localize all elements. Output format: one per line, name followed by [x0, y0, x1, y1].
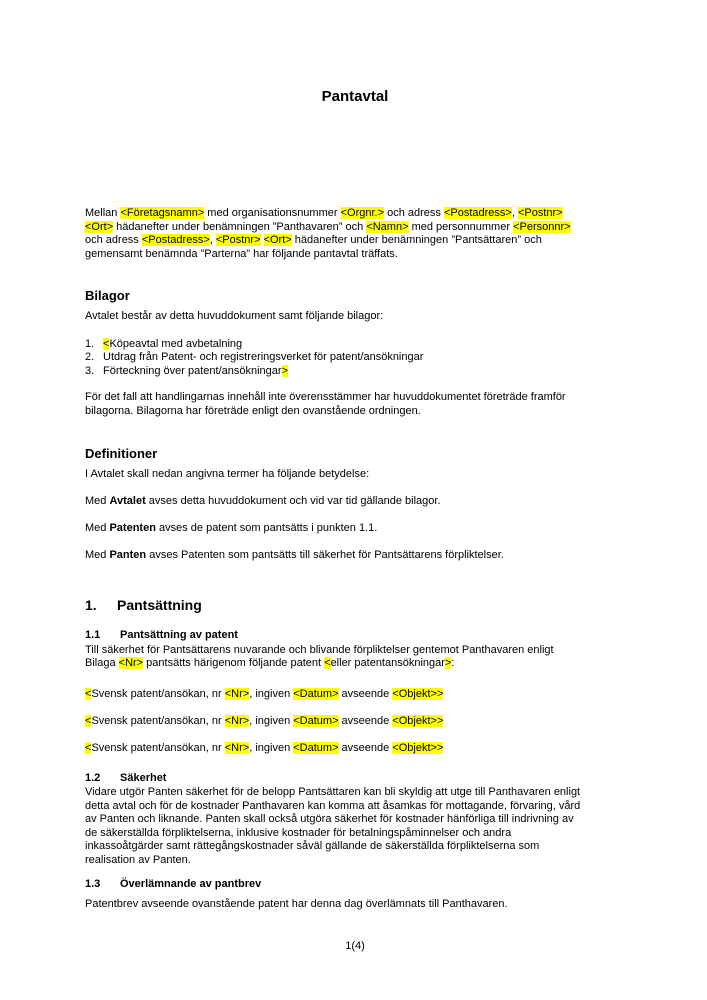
bilagor-lead: Avtalet består av detta huvuddokument samt följande bilagor:: [85, 310, 384, 322]
subsection-number: 1.3: [85, 878, 101, 890]
list-item-number: 3.: [85, 364, 95, 377]
page-title: Pantavtal: [321, 88, 389, 105]
definitioner-lead: I Avtalet skall nedan angivna termer ha följande betydelse:: [85, 468, 370, 480]
section-number: 1.: [85, 596, 97, 613]
subsection-1-1-heading: [85, 628, 625, 642]
subsection-1-2-body: Vidare utgör Panten säkerhet för de belopp Pantsättaren kan bli skyldig att utge till Panthavaren enligt detta avtal och för de kostnader Panthavaren kan komma att åsamkas för mottagande, förvaring, vård av Panten och liknande. Panten skall också utgöra säkerhet för kostnader hänförliga till indrivning av de säkerställda förpliktelserna, inklusive kostnader för betalningspåminnelser och andra inkassoåtgärder samt rättegångskostnader såväl gällande de säkerställda förpliktelserna som realisation av Panten.: [85, 786, 581, 866]
subsection-1-2-heading: [85, 771, 625, 785]
section-title: Pantsättning: [117, 596, 202, 613]
list-item-text: Förteckning över patent/ansökningar>: [103, 364, 288, 377]
subsection-title: Säkerhet: [120, 772, 167, 784]
definitioner-heading: Definitioner: [85, 446, 158, 461]
bilagor-heading: Bilagor: [85, 288, 130, 303]
bilagor-list: [85, 338, 625, 379]
subsection-number: 1.1: [85, 628, 101, 641]
definition-term-panten: Med Panten avses Patenten som pantsätts till säkerhet för Pantsättarens förpliktelser.: [85, 549, 504, 561]
patent-line: <Svensk patent/ansökan, nr <Nr>, ingiven <Datum> avseende <Objekt>>: [85, 714, 444, 727]
subsection-title: Pantsättning av patent: [120, 628, 238, 641]
subsection-1-3-heading: [85, 877, 625, 891]
patent-line: <Svensk patent/ansökan, nr <Nr>, ingiven <Datum> avseende <Objekt>>: [85, 741, 444, 754]
subsection-number: 1.2: [85, 772, 101, 784]
list-item: [85, 365, 625, 379]
subsection-1-3-body: Patentbrev avseende ovanstående patent har denna dag överlämnats till Panthavaren.: [85, 898, 508, 910]
precedence-note: För det fall att handlingarnas innehåll inte överensstämmer har huvuddokumentet företräde framför bilagorna. Bilagorna har företräde enligt den ovanstående ordningen.: [85, 391, 566, 417]
list-item-text: <Köpeavtal med avbetalning: [103, 337, 243, 350]
list-item: [85, 351, 625, 365]
intro-paragraph: Mellan <Företagsnamn> med organisationsnummer <Orgnr.> och adress <Postadress>, <Postnr> <Ort> hädanefter under benämningen ”Panthavaren” och <Namn> med personnummer <Personnr> och adress <Postadress>, <Postnr> <Ort> hädanefter under benämningen ”Pantsättaren” och gemensamt benämnda ”Parterna” har följande pantavtal träffats.: [85, 207, 571, 260]
list-item-number: 2.: [85, 351, 95, 363]
definition-term-patenten: Med Patenten avses de patent som pantsätts i punkten 1.1.: [85, 522, 378, 534]
subsection-title: Överlämnande av pantbrev: [120, 878, 262, 890]
list-item-text: Utdrag från Patent- och registreringsverket för patent/ansökningar: [103, 351, 424, 363]
patent-line: <Svensk patent/ansökan, nr <Nr>, ingiven <Datum> avseende <Objekt>>: [85, 687, 444, 700]
section-1-heading: [85, 596, 625, 614]
definition-term-avtalet: Med Avtalet avses detta huvuddokument och vid var tid gällande bilagor.: [85, 495, 441, 507]
subsection-1-1-body: Till säkerhet för Pantsättarens nuvarande och blivande förpliktelser gentemot Panthavaren enligt Bilaga <Nr> pantsätts härigenom följande patent <eller patentansökningar>:: [85, 643, 554, 669]
list-item-number: 1.: [85, 337, 95, 350]
page-number: 1(4): [345, 939, 365, 952]
list-item: [85, 338, 625, 352]
document-content: [0, 88, 707, 953]
